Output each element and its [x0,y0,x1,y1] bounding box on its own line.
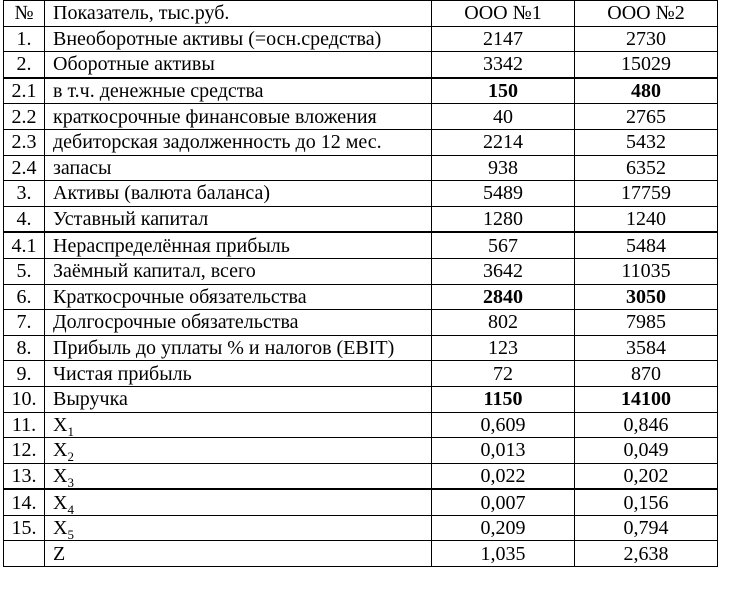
row-indicator-subscript: 5 [67,527,74,541]
row-value-company-1: 0,013 [432,438,575,464]
row-value-company-1: 0,209 [432,515,575,541]
row-indicator [45,412,432,438]
row-value-company-1: 3342 [432,52,575,78]
row-indicator: Краткосрочные обязательства [45,284,432,310]
row-indicator [45,438,432,464]
row-indicator: Заёмный капитал, всего [45,258,432,284]
row-value-company-2: 14100 [575,386,718,412]
row-indicator: Z [45,541,432,567]
row-value-company-1: 938 [432,155,575,181]
row-number: 4.1 [4,232,45,258]
row-indicator [45,489,432,515]
row-indicator-symbol: X [53,439,68,462]
header-row [4,1,718,27]
table-row [4,232,718,258]
row-value-company-2: 2,638 [575,541,718,567]
header-indicator: Показатель, тыс.руб. [45,1,432,27]
row-value-company-2: 17759 [575,181,718,207]
row-value-company-2: 7985 [575,310,718,336]
row-value-company-1: 40 [432,104,575,130]
table-row [4,541,718,567]
row-value-company-2: 6352 [575,155,718,181]
row-indicator [45,515,432,541]
row-number: 2. [4,52,45,78]
table-row [4,386,718,412]
table-row [4,335,718,361]
row-value-company-2: 0,202 [575,463,718,489]
row-value-company-2: 480 [575,78,718,104]
table-row [4,361,718,387]
table-row [4,26,718,52]
row-value-company-1: 0,007 [432,489,575,515]
row-indicator-symbol: X [53,491,68,514]
row-number: 12. [4,438,45,464]
table-row [4,463,718,489]
row-indicator-subscript: 3 [67,474,74,490]
row-indicator: Нераспределённая прибыль [45,232,432,258]
row-indicator-symbol: X [53,517,68,540]
row-indicator [45,463,432,489]
header-company-1: ООО №1 [432,1,575,27]
row-value-company-1: 5489 [432,181,575,207]
table-row [4,52,718,78]
header-num: № [4,1,45,27]
table-row [4,310,718,336]
table-row [4,489,718,515]
row-number: 8. [4,335,45,361]
row-number: 2.4 [4,155,45,181]
row-indicator: Выручка [45,386,432,412]
row-value-company-2: 870 [575,361,718,387]
row-indicator-symbol: X [53,464,68,487]
row-value-company-1: 0,022 [432,463,575,489]
header-company-2: ООО №2 [575,1,718,27]
table-row [4,284,718,310]
row-number: 13. [4,463,45,489]
row-indicator: запасы [45,155,432,181]
row-value-company-1: 1150 [432,386,575,412]
row-number: 10. [4,386,45,412]
row-indicator: в т.ч. денежные средства [45,78,432,104]
row-indicator: Активы (валюта баланса) [45,181,432,207]
table-row [4,129,718,155]
row-value-company-2: 0,794 [575,515,718,541]
table-row [4,78,718,104]
table-row [4,104,718,130]
row-value-company-1: 0,609 [432,412,575,438]
row-value-company-2: 2765 [575,104,718,130]
row-indicator: Уставный капитал [45,206,432,232]
row-number: 2.2 [4,104,45,130]
row-indicator-subscript: 1 [67,423,74,438]
row-value-company-2: 15029 [575,52,718,78]
row-number: 2.1 [4,78,45,104]
row-value-company-1: 567 [432,232,575,258]
row-indicator-symbol: X [53,413,68,436]
row-value-company-1: 2147 [432,26,575,52]
row-number: 6. [4,284,45,310]
row-number: 2.3 [4,129,45,155]
row-value-company-1: 72 [432,361,575,387]
row-number: 3. [4,181,45,207]
row-value-company-1: 2214 [432,129,575,155]
table-row [4,412,718,438]
row-value-company-2: 5484 [575,232,718,258]
row-value-company-2: 5432 [575,129,718,155]
table-row [4,155,718,181]
row-indicator: Прибыль до уплаты % и налогов (EBIT) [45,335,432,361]
table-row [4,258,718,284]
row-number: 7. [4,310,45,336]
table-row [4,206,718,232]
row-indicator: Долгосрочные обязательства [45,310,432,336]
table-row [4,181,718,207]
row-number: 9. [4,361,45,387]
row-indicator: дебиторская задолженность до 12 мес. [45,129,432,155]
row-value-company-2: 0,156 [575,489,718,515]
row-value-company-2: 3050 [575,284,718,310]
row-number [4,541,45,567]
financial-indicators-table [3,0,718,567]
table-row [4,438,718,464]
row-value-company-2: 0,846 [575,412,718,438]
row-value-company-2: 11035 [575,258,718,284]
row-value-company-2: 1240 [575,206,718,232]
row-value-company-2: 2730 [575,26,718,52]
row-value-company-2: 3584 [575,335,718,361]
row-number: 5. [4,258,45,284]
row-value-company-1: 1280 [432,206,575,232]
row-indicator: краткосрочные финансовые вложения [45,104,432,130]
row-value-company-1: 2840 [432,284,575,310]
row-number: 4. [4,206,45,232]
row-indicator: Оборотные активы [45,52,432,78]
row-indicator-subscript: 4 [67,501,74,516]
row-number: 11. [4,412,45,438]
row-value-company-1: 1,035 [432,541,575,567]
row-value-company-1: 802 [432,310,575,336]
row-value-company-1: 123 [432,335,575,361]
table-row [4,515,718,541]
row-indicator-subscript: 2 [67,449,74,464]
row-value-company-1: 150 [432,78,575,104]
row-value-company-1: 3642 [432,258,575,284]
row-number: 1. [4,26,45,52]
row-number: 15. [4,515,45,541]
row-indicator: Чистая прибыль [45,361,432,387]
row-number: 14. [4,489,45,515]
row-indicator: Внеоборотные активы (=осн.средства) [45,26,432,52]
row-value-company-2: 0,049 [575,438,718,464]
